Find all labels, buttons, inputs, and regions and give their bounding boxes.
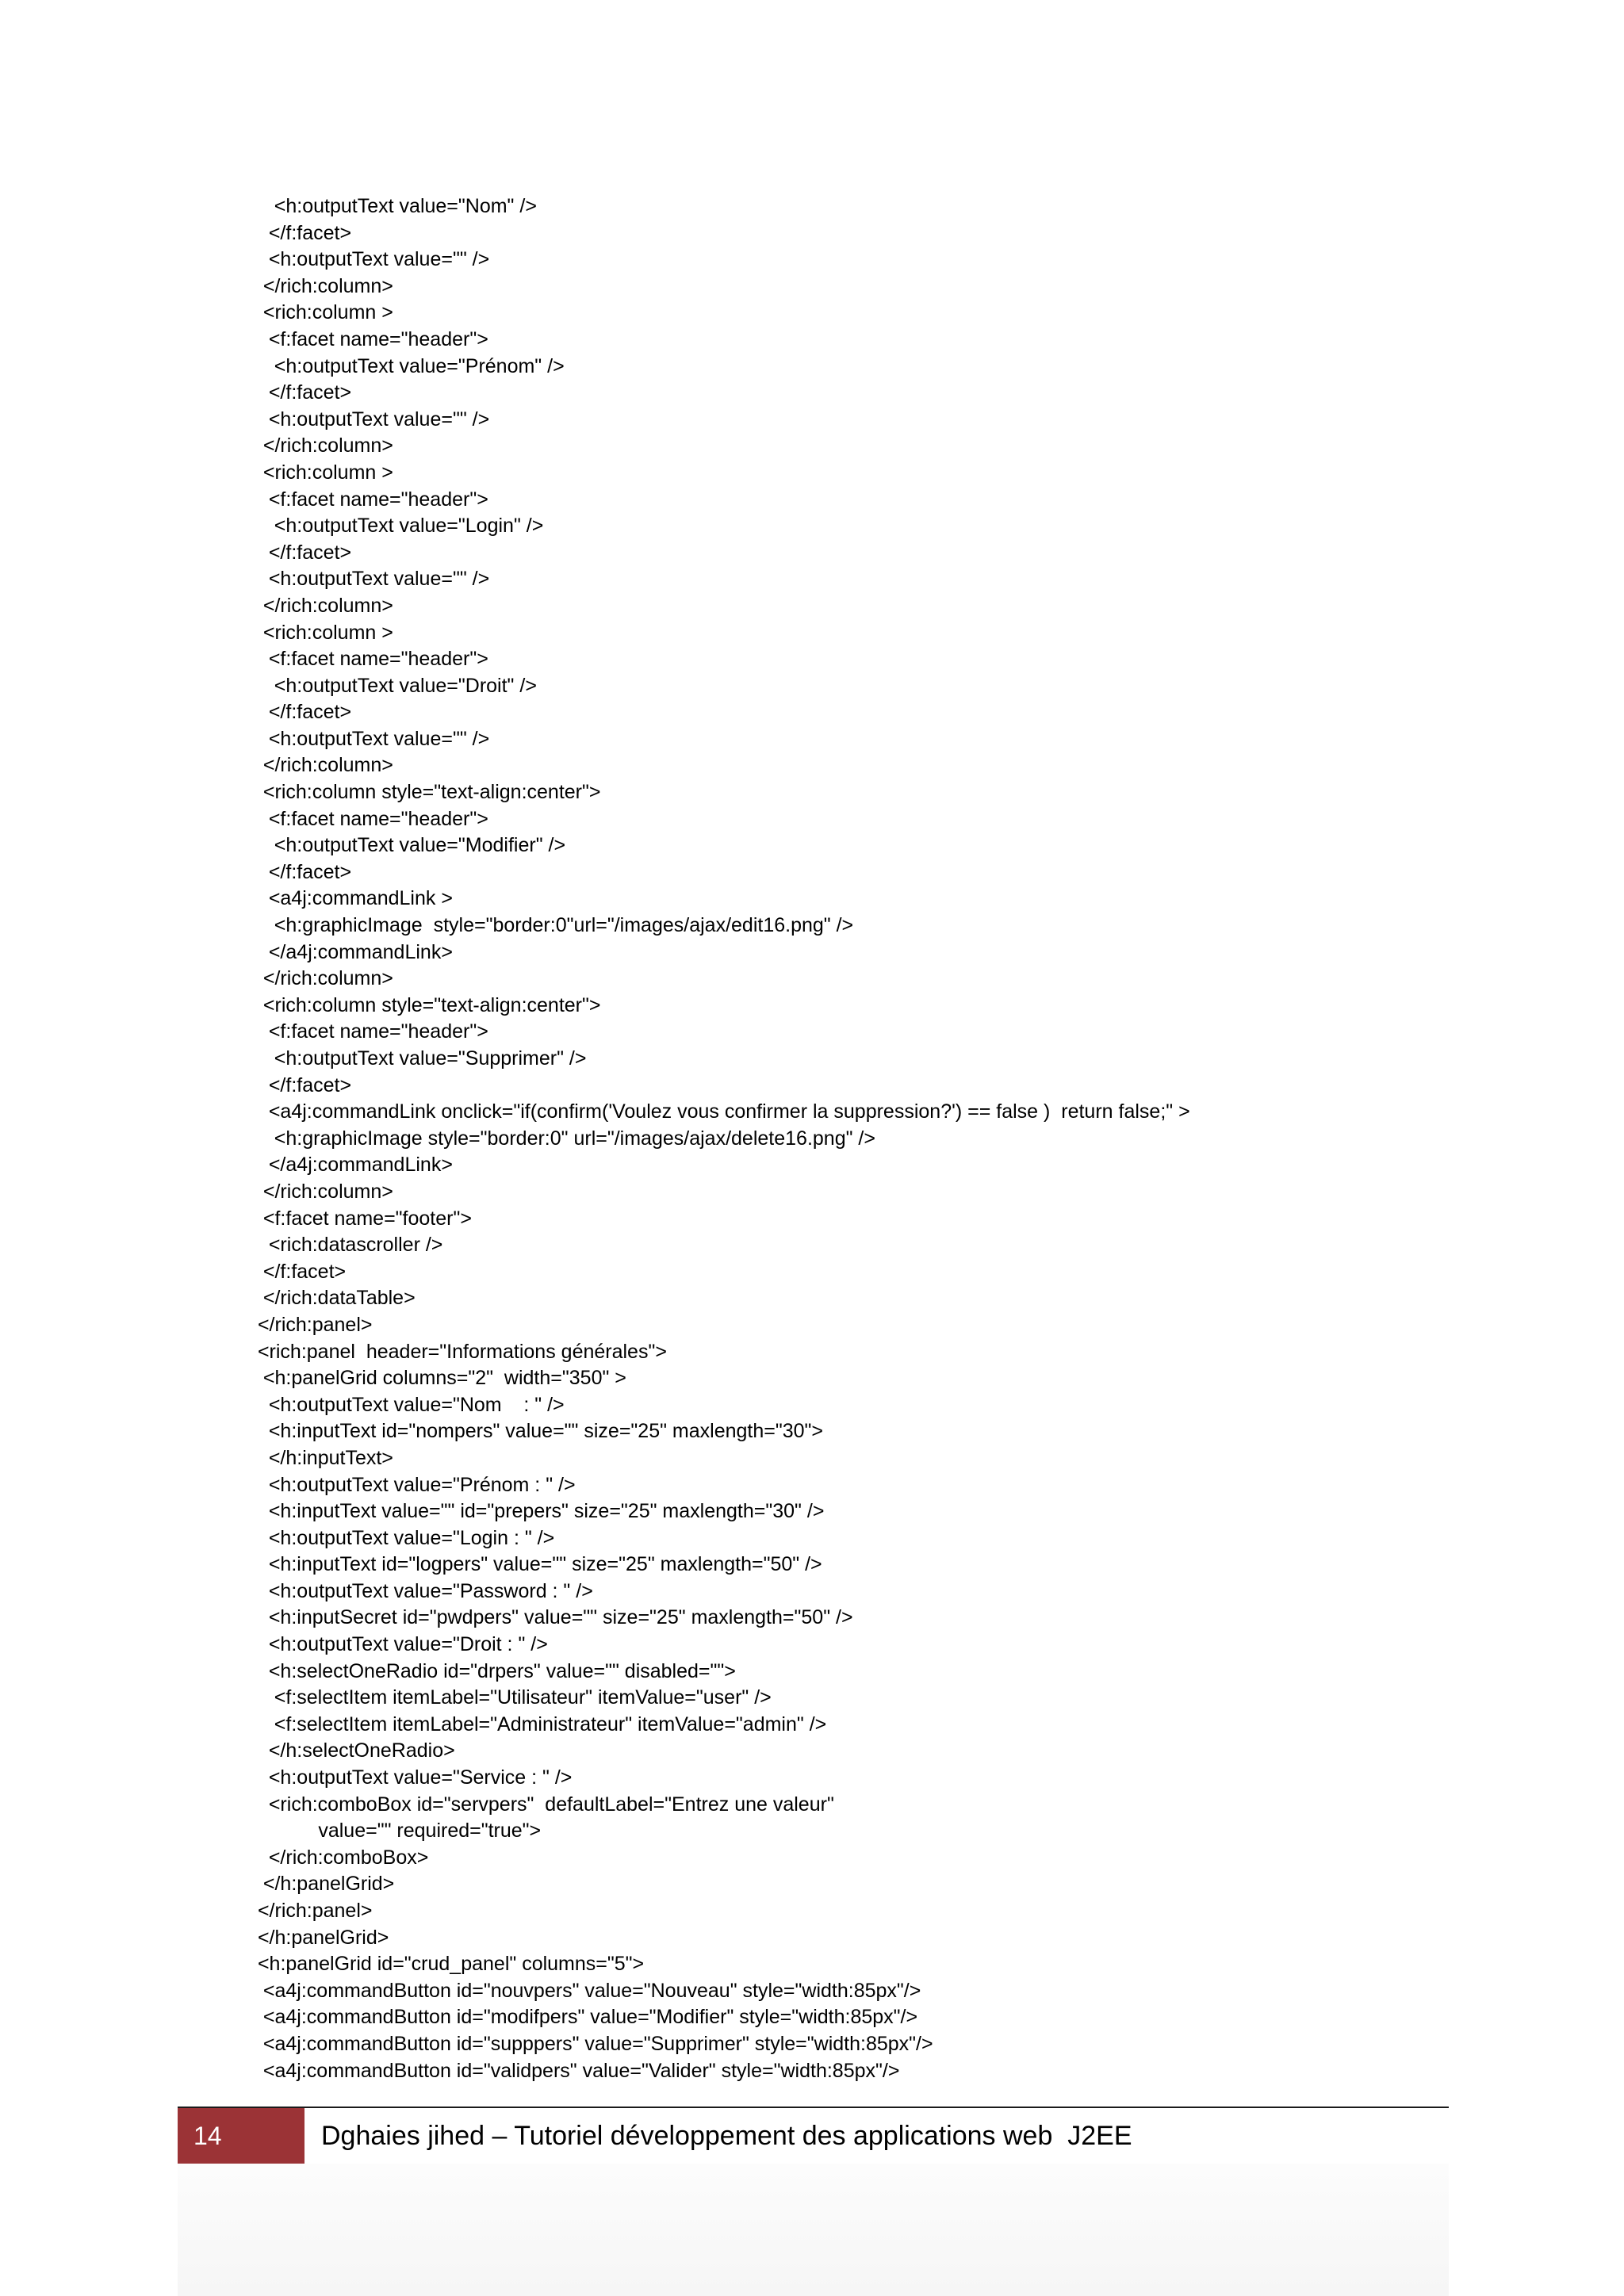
- code-line: <rich:column >: [252, 621, 393, 644]
- code-line: </rich:column>: [252, 274, 393, 297]
- code-line: <h:panelGrid id="crud_panel" columns="5">: [252, 1953, 645, 1976]
- code-line: <f:facet name="header">: [252, 1020, 488, 1043]
- code-line: <a4j:commandButton id="modifpers" value="Modifier" style="width:85px"/>: [252, 2006, 918, 2029]
- page-bottom-shade: [178, 2164, 1449, 2296]
- code-line: </f:facet>: [252, 381, 352, 404]
- code-line: <rich:datascroller />: [252, 1234, 443, 1257]
- code-line: <f:facet name="header">: [252, 488, 488, 511]
- code-line: </f:facet>: [252, 1260, 347, 1283]
- code-line: </f:facet>: [252, 860, 352, 883]
- code-line: <h:graphicImage style="border:0"url="/images/ajax/edit16.png" />: [252, 914, 854, 937]
- code-line: <h:outputText value="" />: [252, 408, 490, 430]
- code-line: <rich:column style="text-align:center">: [252, 993, 601, 1016]
- code-line: <rich:column >: [252, 301, 393, 324]
- code-line: <f:facet name="header">: [252, 648, 488, 671]
- code-line: </rich:column>: [252, 434, 393, 457]
- code-line: <f:facet name="header">: [252, 327, 488, 350]
- page-number: 14: [178, 2108, 304, 2164]
- code-line: </h:panelGrid>: [252, 1926, 389, 1949]
- code-line: <h:outputText value="Service : " />: [252, 1766, 573, 1789]
- code-line: <h:outputText value="" />: [252, 568, 490, 591]
- code-line: </rich:column>: [252, 594, 393, 617]
- code-line: <h:outputText value="Droit : " />: [252, 1633, 548, 1656]
- code-line: </f:facet>: [252, 221, 352, 244]
- code-line: </rich:panel>: [252, 1313, 373, 1336]
- code-line: <f:selectItem itemLabel="Utilisateur" itemValue="user" />: [252, 1686, 772, 1709]
- code-line: <a4j:commandLink >: [252, 887, 453, 910]
- code-line: </rich:column>: [252, 1180, 393, 1203]
- code-line: <h:outputText value="Nom : " />: [252, 1393, 565, 1416]
- code-line: <h:selectOneRadio id="drpers" value="" disabled="">: [252, 1659, 736, 1682]
- code-line: <f:selectItem itemLabel="Administrateur" itemValue="admin" />: [252, 1712, 827, 1735]
- code-line: <h:outputText value="Prénom : " />: [252, 1473, 576, 1496]
- code-line: <a4j:commandButton id="nouvpers" value="Nouveau" style="width:85px"/>: [252, 1979, 921, 2002]
- code-line: <h:outputText value="Prénom" />: [252, 354, 565, 377]
- code-line: <h:inputSecret id="pwdpers" value="" size="25" maxlength="50" />: [252, 1606, 853, 1629]
- code-line: <f:facet name="header">: [252, 807, 488, 830]
- code-line: </rich:panel>: [252, 1900, 373, 1922]
- code-line: </f:facet>: [252, 701, 352, 724]
- code-line: <a4j:commandButton id="validpers" value="Valider" style="width:85px"/>: [252, 2059, 900, 2082]
- code-line: </f:facet>: [252, 541, 352, 564]
- code-line: </f:facet>: [252, 1073, 352, 1096]
- code-line: <f:facet name="footer">: [252, 1207, 472, 1230]
- code-line: <h:outputText value="" />: [252, 248, 490, 271]
- code-line: <h:outputText value="Login : " />: [252, 1526, 555, 1549]
- code-line: </a4j:commandLink>: [252, 940, 453, 963]
- code-line: </rich:comboBox>: [252, 1846, 429, 1869]
- code-line: <rich:column >: [252, 461, 393, 484]
- code-line: <h:outputText value="Droit" />: [252, 674, 537, 697]
- code-line: <h:inputText id="logpers" value="" size="25" maxlength="50" />: [252, 1553, 822, 1576]
- code-line: <h:panelGrid columns="2" width="350" >: [252, 1367, 626, 1390]
- code-line: value="" required="true">: [252, 1820, 542, 1843]
- code-line: <h:outputText value="Modifier" />: [252, 834, 566, 857]
- code-line: </rich:column>: [252, 967, 393, 990]
- code-line: <rich:panel header="Informations générales">: [252, 1340, 667, 1363]
- code-line: <h:inputText value="" id="prepers" size="25" maxlength="30" />: [252, 1500, 825, 1523]
- code-line: <h:outputText value="Password : " />: [252, 1579, 593, 1602]
- code-line: <h:outputText value="Supprimer" />: [252, 1047, 587, 1070]
- code-line: <h:outputText value="" />: [252, 727, 490, 750]
- code-line: </h:inputText>: [252, 1446, 393, 1469]
- code-line: <a4j:commandLink onclick="if(confirm('Voulez vous confirmer la suppression?') == false ) return false;" >: [252, 1100, 1190, 1123]
- code-line: </h:selectOneRadio>: [252, 1739, 455, 1762]
- code-line: </a4j:commandLink>: [252, 1154, 453, 1177]
- code-line: <h:graphicImage style="border:0" url="/images/ajax/delete16.png" />: [252, 1127, 875, 1150]
- footer-title: Dghaies jihed – Tutoriel développement des applications web J2EE: [321, 2121, 1132, 2151]
- code-line: <a4j:commandButton id="supppers" value="Supprimer" style="width:85px"/>: [252, 2032, 933, 2055]
- code-line: <h:outputText value="Nom" />: [252, 195, 537, 217]
- code-line: <h:inputText id="nompers" value="" size="25" maxlength="30">: [252, 1420, 824, 1443]
- code-listing: [252, 193, 1190, 2084]
- code-line: </rich:dataTable>: [252, 1287, 416, 1310]
- code-line: <h:outputText value="Login" />: [252, 515, 544, 538]
- code-line: </h:panelGrid>: [252, 1873, 395, 1896]
- code-line: <rich:comboBox id="servpers" defaultLabel="Entrez une valeur": [252, 1793, 834, 1816]
- code-line: </rich:column>: [252, 754, 393, 777]
- code-line: <rich:column style="text-align:center">: [252, 781, 601, 804]
